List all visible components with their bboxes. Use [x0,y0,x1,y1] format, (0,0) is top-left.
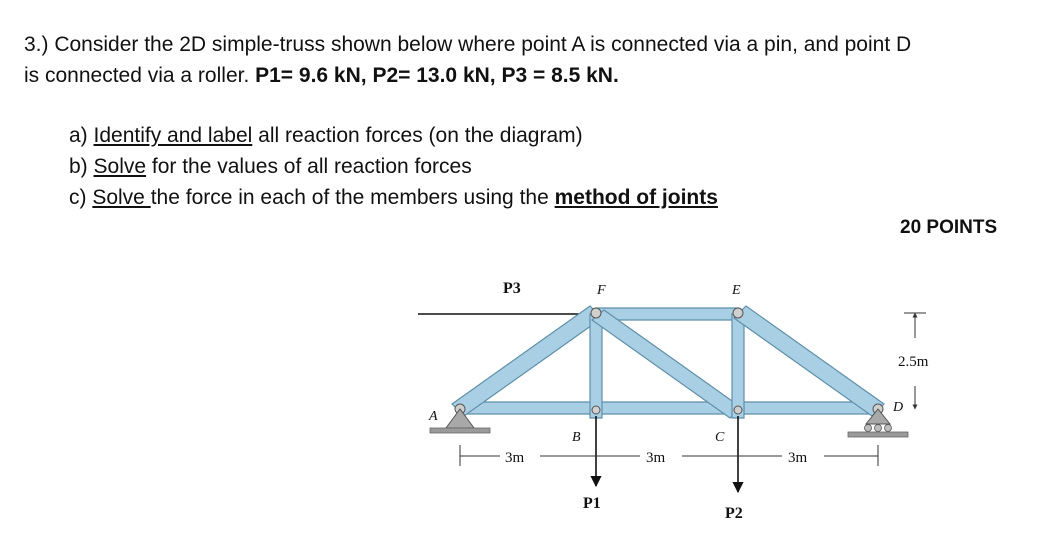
joint-c [734,406,742,414]
part-b-prefix: b) [69,155,94,178]
label-c: C [715,430,725,445]
dim-span-2: 3m [646,450,666,466]
joint-f [591,308,601,318]
problem-statement-cont: is connected via a roller. [24,64,256,87]
member-ed [734,306,884,416]
part-b-underlined: Solve [93,155,147,178]
label-d: D [893,400,904,415]
label-a: A [429,409,438,424]
joint-e [733,308,743,318]
label-p1: P1 [583,495,601,512]
joint-b [592,406,600,414]
truss-members [452,306,884,418]
points-label: 20 POINTS [900,217,998,238]
label-e: E [732,283,741,298]
dim-span-3: 3m [788,450,808,466]
label-p3: P3 [503,280,521,297]
problem-statement: 3.) Consider the 2D simple-truss shown below where point A is connected via a pin, and point D [24,33,912,56]
part-a-prefix: a) [69,124,94,147]
part-b-text: for the values of all reaction forces [146,155,472,178]
given-loads: P1= 9.6 kN, P2= 13.0 kN, P3 = 8.5 kN. [255,64,619,87]
part-c-text: the force in each of the members using the [150,186,555,209]
part-c-prefix: c) [69,186,93,209]
method-of-joints: method of joints [554,186,718,209]
member-fe [596,308,738,320]
member-bottom-chord [458,402,878,414]
dim-span-1: 3m [505,450,525,466]
dim-height: 2.5m [898,354,929,370]
label-b: B [572,430,581,445]
part-a-underlined: Identify and label [93,124,253,147]
part-a-text: all reaction forces (on the diagram) [252,124,583,147]
member-fb [590,314,602,418]
part-c-underlined: Solve [92,186,151,209]
label-p2: P2 [725,505,743,522]
member-af [452,306,602,416]
label-f: F [597,283,606,298]
member-ec [732,314,744,418]
